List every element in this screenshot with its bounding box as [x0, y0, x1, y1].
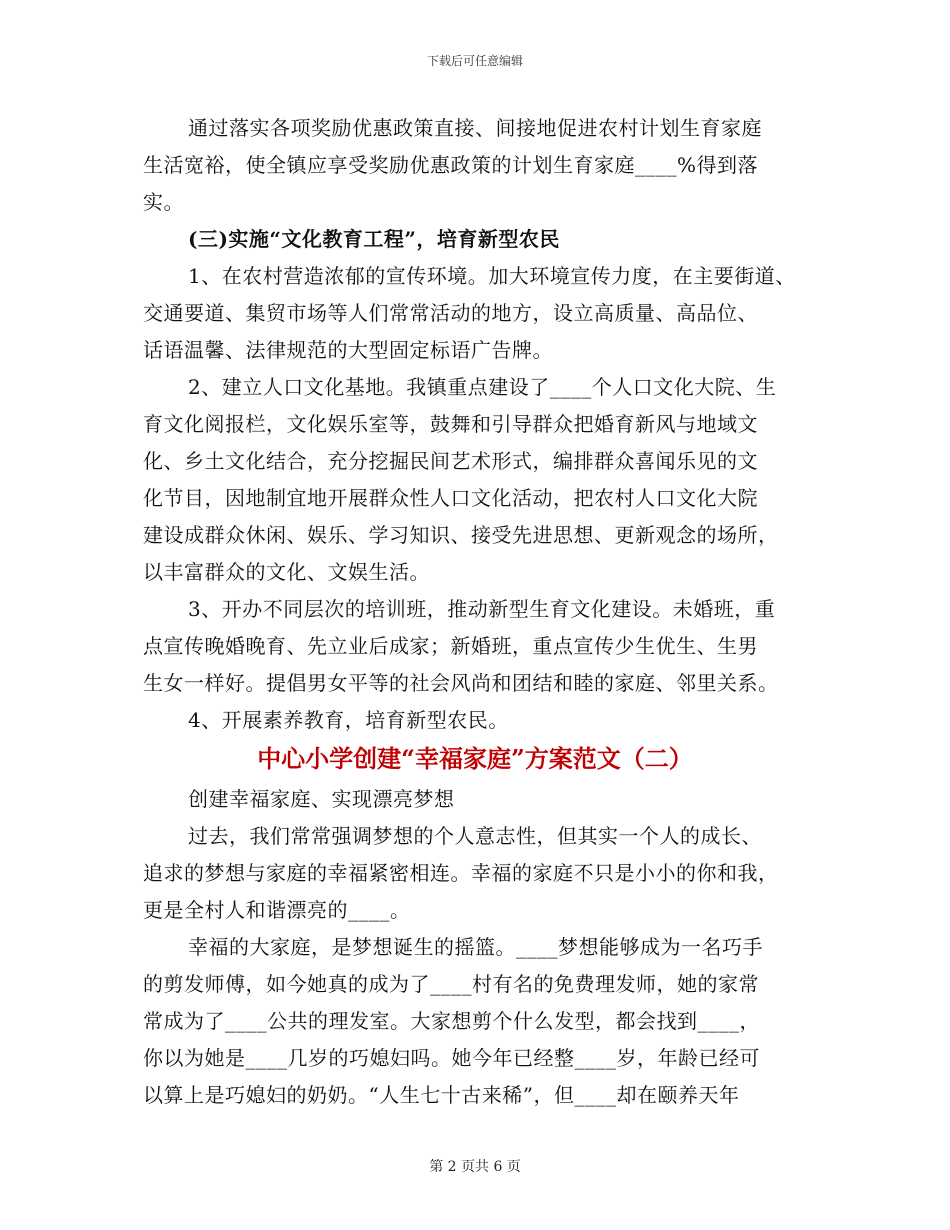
- paragraph-line: 以算上是巧媳妇的奶奶。“人生七十古来稀”，但____却在颐养天年: [143, 1083, 740, 1107]
- paragraph-line: 的剪发师傅，如今她真的成为了____村有名的免费理发师，她的家常: [143, 972, 759, 996]
- paragraph-line: 交通要道、集贸市场等人们常常活动的地方，设立高质量、高品位、: [143, 301, 758, 325]
- paragraph-line: 以丰富群众的文化、文娱生活。: [143, 560, 430, 584]
- paragraph-line: 常成为了____公共的理发室。大家想剪个什么发型，都会找到____，: [143, 1009, 760, 1033]
- paragraph-line: 3、开办不同层次的培训班，推动新型生育文化建设。未婚班，重: [188, 597, 776, 621]
- paragraph-line: 你以为她是____几岁的巧媳妇吗。她今年已经整____岁，年龄已经可: [143, 1046, 760, 1070]
- document-title: 中心小学创建“幸福家庭”方案范文（二）: [257, 744, 693, 773]
- section-heading: (三)实施“文化教育工程”，培育新型农民: [188, 227, 560, 251]
- paragraph-line: 追求的梦想与家庭的幸福紧密相连。幸福的家庭不只是小小的你和我，: [143, 861, 779, 885]
- paragraph-line: 过去，我们常常强调梦想的个人意志性，但其实一个人的成长、: [188, 824, 762, 848]
- paragraph-line: 生活宽裕，使全镇应享受奖励优惠政策的计划生育家庭____%得到落: [143, 153, 759, 177]
- paragraph-line: 化、乡土文化结合，充分挖掘民间艺术形式，编排群众喜闻乐见的文: [143, 449, 758, 473]
- paragraph-line: 幸福的大家庭，是梦想诞生的摇篮。____梦想能够成为一名巧手: [188, 935, 763, 959]
- paragraph-line: 2、建立人口文化基地。我镇重点建设了____个人口文化大院、生: [188, 375, 777, 399]
- paragraph-line: 实。: [143, 190, 184, 214]
- paragraph-line: 建设成群众休闲、娱乐、学习知识、接受先进思想、更新观念的场所，: [143, 523, 779, 547]
- page-footer: 第 2 页共 6 页: [429, 1159, 521, 1175]
- paragraph-line: 话语温馨、法律规范的大型固定标语广告牌。: [143, 338, 553, 362]
- paragraph-line: 育文化阅报栏，文化娱乐室等，鼓舞和引导群众把婚育新风与地域文: [143, 412, 758, 436]
- paragraph-line: 1、在农村营造浓郁的宣传环境。加大环境宣传力度，在主要街道、: [188, 264, 796, 288]
- paragraph-line: 通过落实各项奖励优惠政策直接、间接地促进农村计划生育家庭: [188, 116, 762, 140]
- subtitle-line: 创建幸福家庭、实现漂亮梦想: [188, 787, 455, 811]
- paragraph-line: 化节目，因地制宜地开展群众性人口文化活动，把农村人口文化大院: [143, 486, 758, 510]
- page-header: 下载后可任意编辑: [426, 54, 523, 68]
- paragraph-line: 生女一样好。提倡男女平等的社会风尚和团结和睦的家庭、邻里关系。: [143, 671, 779, 695]
- paragraph-line: 4、开展素养教育，培育新型农民。: [188, 708, 509, 732]
- paragraph-line: 更是全村人和谐漂亮的____。: [143, 898, 411, 922]
- paragraph-line: 点宣传晚婚晚育、先立业后成家；新婚班，重点宣传少生优生、生男: [143, 634, 758, 658]
